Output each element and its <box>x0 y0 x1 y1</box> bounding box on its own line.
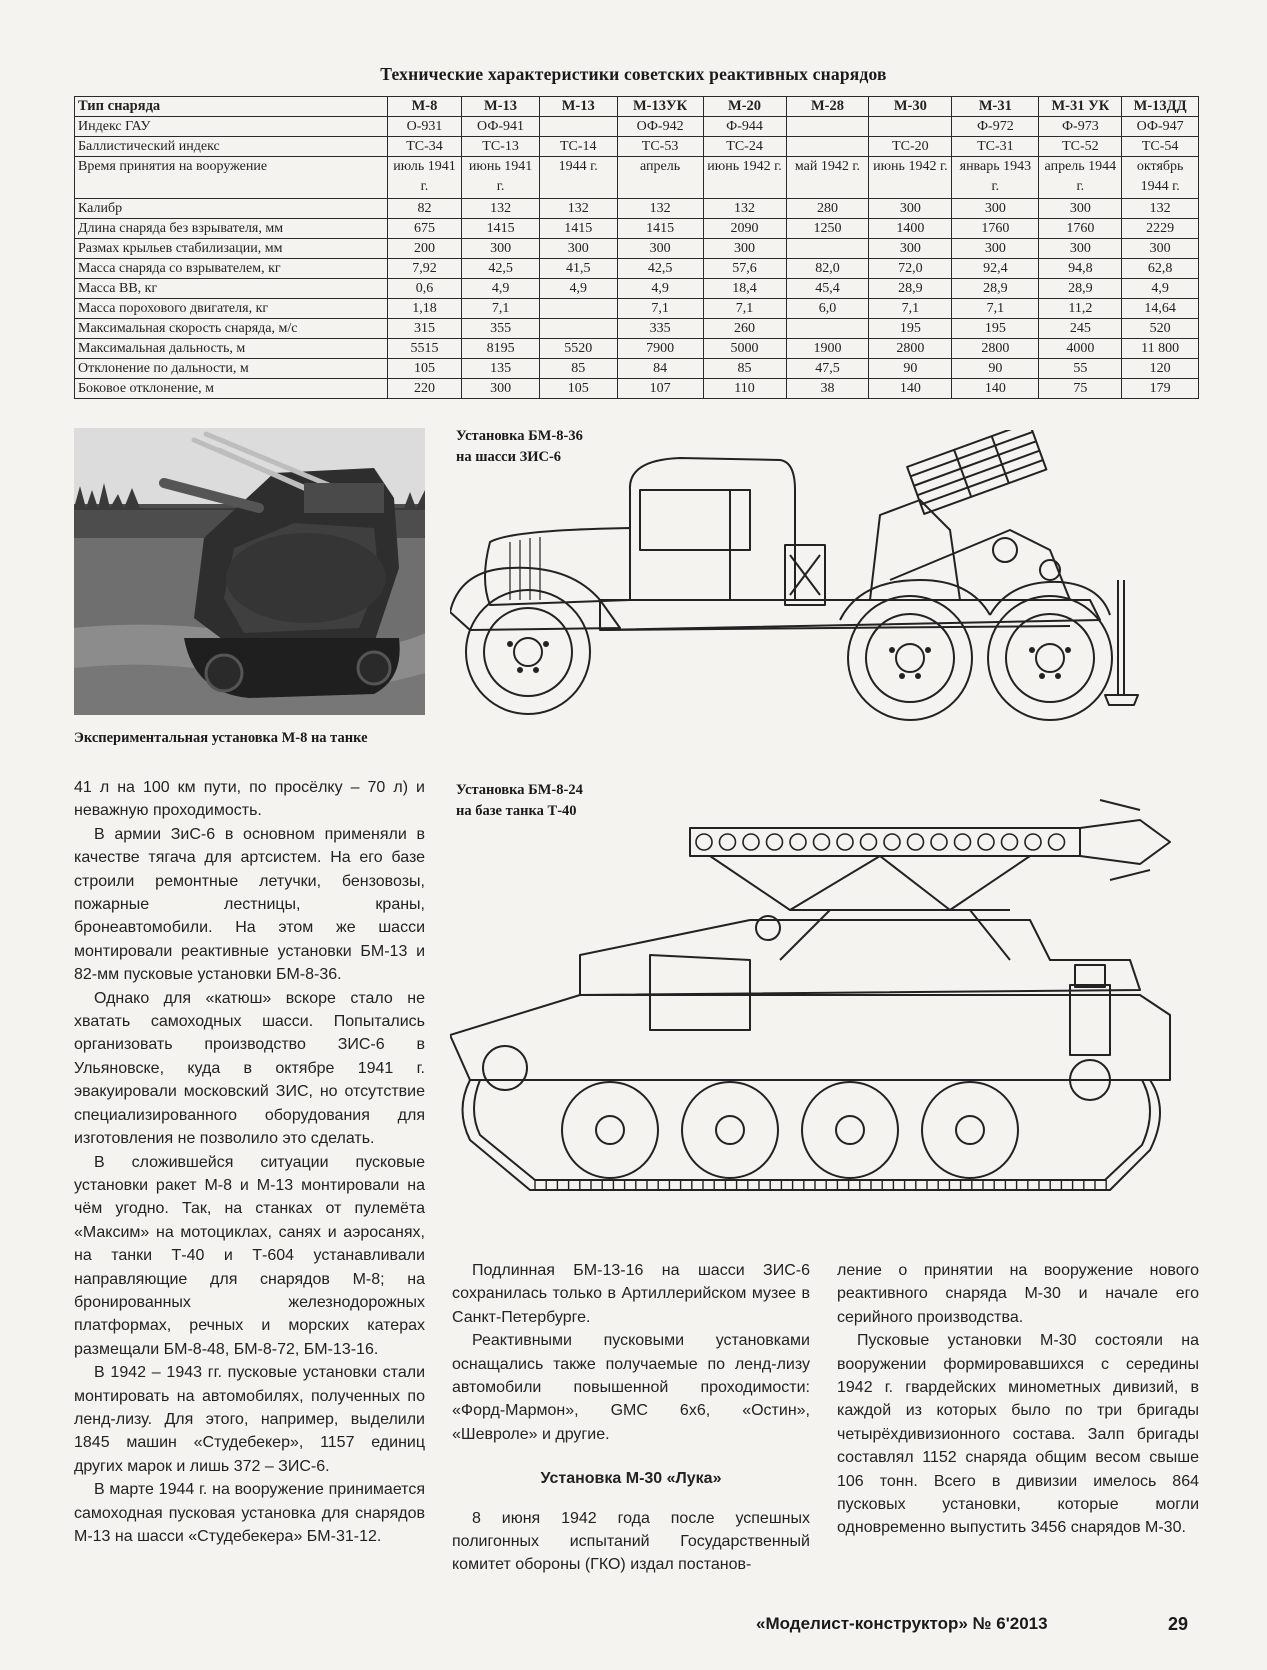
header-cell: М-13 <box>462 97 540 117</box>
value-cell: 7,1 <box>462 299 540 319</box>
value-cell: 355 <box>462 319 540 339</box>
value-cell: 675 <box>387 219 462 239</box>
value-cell: 1415 <box>539 219 617 239</box>
value-cell: 105 <box>387 359 462 379</box>
value-cell: 120 <box>1122 359 1199 379</box>
value-cell: 132 <box>1122 199 1199 219</box>
row-label-cell: Время принятия на вооружение <box>75 157 388 199</box>
value-cell: 85 <box>539 359 617 379</box>
value-cell: 200 <box>387 239 462 259</box>
value-cell: 75 <box>1039 379 1122 399</box>
value-cell: 1,18 <box>387 299 462 319</box>
value-cell: 260 <box>703 319 786 339</box>
value-cell: 300 <box>1039 199 1122 219</box>
paragraph: 8 июня 1942 года после успешных полигонных испытаний Государственный комитет обороны (ГКО) издал постанов- <box>452 1509 810 1574</box>
value-cell: 38 <box>786 379 869 399</box>
value-cell: 245 <box>1039 319 1122 339</box>
table-row <box>75 157 1199 199</box>
value-cell: 1400 <box>869 219 952 239</box>
value-cell: 7,1 <box>952 299 1039 319</box>
row-label-cell: Максимальная дальность, м <box>75 339 388 359</box>
value-cell: 2800 <box>869 339 952 359</box>
value-cell <box>786 137 869 157</box>
value-cell: ТС-31 <box>952 137 1039 157</box>
table-row <box>75 359 1199 379</box>
value-cell: ТС-52 <box>1039 137 1122 157</box>
value-cell: 6,0 <box>786 299 869 319</box>
value-cell: 132 <box>703 199 786 219</box>
row-label-cell: Баллистический индекс <box>75 137 388 157</box>
value-cell: 5515 <box>387 339 462 359</box>
value-cell: 220 <box>387 379 462 399</box>
value-cell: май 1942 г. <box>786 157 869 199</box>
tank-photo-image <box>74 428 425 715</box>
value-cell: 335 <box>617 319 703 339</box>
value-cell: 179 <box>1122 379 1199 399</box>
value-cell: 92,4 <box>952 259 1039 279</box>
value-cell: ОФ-941 <box>462 117 540 137</box>
paragraph: Пусковые установки М-30 состояли на вооружении формировавшихся с середины 1942 г. гвардейских минометных дивизий, в каждой из которых было по три бригады четырёхдивизионного состава. Залп бригады составлял 1152 снаряда общим весом свыше 106 тонн. Всего в дивизии имелось 864 пусковых установки, которые могли одновременно выпустить 3456 снарядов М-30. <box>837 1332 1199 1537</box>
paragraph: 41 л на 100 км пути, по просёлку – 70 л) и неважную проходимость. <box>74 779 425 820</box>
tank-caption-line2: на базе танка Т-40 <box>456 803 577 819</box>
header-cell: М-31 УК <box>1039 97 1122 117</box>
value-cell: 4,9 <box>1122 279 1199 299</box>
value-cell: ОФ-947 <box>1122 117 1199 137</box>
row-label-cell: Масса снаряда со взрывателем, кг <box>75 259 388 279</box>
value-cell: 2800 <box>952 339 1039 359</box>
table-title: Технические характеристики советских реактивных снарядов <box>380 64 887 84</box>
value-cell: 5000 <box>703 339 786 359</box>
value-cell: 4,9 <box>539 279 617 299</box>
value-cell: 300 <box>539 239 617 259</box>
value-cell: 1250 <box>786 219 869 239</box>
value-cell <box>539 319 617 339</box>
value-cell: 300 <box>1122 239 1199 259</box>
value-cell: 28,9 <box>869 279 952 299</box>
row-label-cell: Масса порохового двигателя, кг <box>75 299 388 319</box>
value-cell: 1944 г. <box>539 157 617 199</box>
value-cell: 1760 <box>952 219 1039 239</box>
value-cell: Ф-944 <box>703 117 786 137</box>
value-cell: 55 <box>1039 359 1122 379</box>
value-cell: 132 <box>462 199 540 219</box>
value-cell: 62,8 <box>1122 259 1199 279</box>
value-cell: 300 <box>462 379 540 399</box>
journal-title: «Моделист-конструктор» № 6'2013 <box>756 1614 1048 1633</box>
value-cell <box>539 117 617 137</box>
value-cell <box>539 299 617 319</box>
value-cell: 5520 <box>539 339 617 359</box>
value-cell: 72,0 <box>869 259 952 279</box>
value-cell: 7900 <box>617 339 703 359</box>
value-cell: июнь 1942 г. <box>703 157 786 199</box>
value-cell: 45,4 <box>786 279 869 299</box>
row-label-cell: Максимальная скорость снаряда, м/с <box>75 319 388 339</box>
value-cell: 132 <box>539 199 617 219</box>
truck-caption-line2: на шасси ЗИС-6 <box>456 449 562 465</box>
paragraph: Однако для «катюш» вскоре стало не хватать самоходных шасси. Попытались организовать производство ЗИС-6 в Ульяновске, куда в октябре 1941 г. эвакуировали московский ЗИС, но отсутствие специализированного оборудования для изготовления не позволило это сделать. <box>74 989 425 1148</box>
value-cell: 8195 <box>462 339 540 359</box>
value-cell: 1415 <box>462 219 540 239</box>
value-cell: 84 <box>617 359 703 379</box>
value-cell: 300 <box>952 199 1039 219</box>
table-row <box>75 239 1199 259</box>
value-cell: 90 <box>952 359 1039 379</box>
value-cell: 107 <box>617 379 703 399</box>
value-cell: 140 <box>869 379 952 399</box>
truck-drawing <box>450 430 1210 730</box>
value-cell: июнь 1941 г. <box>462 157 540 199</box>
table-row <box>75 279 1199 299</box>
value-cell: 7,1 <box>703 299 786 319</box>
header-cell: М-13УК <box>617 97 703 117</box>
header-cell: М-20 <box>703 97 786 117</box>
value-cell: 2229 <box>1122 219 1199 239</box>
value-cell: 315 <box>387 319 462 339</box>
section-heading: Установка М-30 «Лука» <box>540 1470 722 1488</box>
value-cell: Ф-972 <box>952 117 1039 137</box>
table-row <box>75 219 1199 239</box>
row-label-cell: Индекс ГАУ <box>75 117 388 137</box>
truck-caption-line1: Установка БМ-8-36 <box>456 428 583 444</box>
value-cell: ТС-53 <box>617 137 703 157</box>
value-cell: 28,9 <box>952 279 1039 299</box>
header-cell: М-13 <box>539 97 617 117</box>
row-label-cell: Размах крыльев стабилизации, мм <box>75 239 388 259</box>
value-cell: 300 <box>617 239 703 259</box>
photo-caption: Экспериментальная установка М-8 на танке <box>74 730 368 746</box>
value-cell: октябрь 1944 г. <box>1122 157 1199 199</box>
table-row <box>75 137 1199 157</box>
header-cell: М-8 <box>387 97 462 117</box>
value-cell: 105 <box>539 379 617 399</box>
value-cell: январь 1943 г. <box>952 157 1039 199</box>
value-cell: ТС-24 <box>703 137 786 157</box>
value-cell: 57,6 <box>703 259 786 279</box>
value-cell: ОФ-942 <box>617 117 703 137</box>
value-cell: ТС-14 <box>539 137 617 157</box>
table-row <box>75 259 1199 279</box>
value-cell <box>869 117 952 137</box>
specs-table <box>74 96 1199 399</box>
value-cell: ТС-13 <box>462 137 540 157</box>
value-cell: 140 <box>952 379 1039 399</box>
value-cell <box>786 239 869 259</box>
value-cell: 7,1 <box>869 299 952 319</box>
value-cell: 195 <box>952 319 1039 339</box>
paragraph: ление о принятии на вооружение нового реактивного снаряда М-30 и начале его серийного производства. <box>837 1262 1199 1326</box>
value-cell: 42,5 <box>462 259 540 279</box>
value-cell: 300 <box>869 239 952 259</box>
value-cell: 82 <box>387 199 462 219</box>
row-label-cell: Калибр <box>75 199 388 219</box>
value-cell: 0,6 <box>387 279 462 299</box>
article-column-1 <box>74 776 425 1548</box>
value-cell: апрель <box>617 157 703 199</box>
value-cell: 300 <box>1039 239 1122 259</box>
value-cell: ТС-54 <box>1122 137 1199 157</box>
value-cell: 300 <box>869 199 952 219</box>
value-cell: июнь 1942 г. <box>869 157 952 199</box>
page-number: 29 <box>1168 1614 1189 1634</box>
table-row <box>75 199 1199 219</box>
header-cell: М-28 <box>786 97 869 117</box>
value-cell: 7,92 <box>387 259 462 279</box>
tank-photo <box>74 428 425 715</box>
value-cell: 2090 <box>703 219 786 239</box>
tank-caption-line1: Установка БМ-8-24 <box>456 782 583 798</box>
value-cell <box>786 117 869 137</box>
paragraph: В марте 1944 г. на вооружение принимается самоходная пусковая установка для снарядов М-13 на шасси «Студебекера» БМ-31-12. <box>74 1481 425 1545</box>
value-cell: 4,9 <box>462 279 540 299</box>
paragraph: В 1942 – 1943 гг. пусковые установки стали монтировать на автомобилях, полученных по ленд-лизу. Для этого, например, выделили 1845 машин «Студебекер», 1157 единиц других марок и лишь 372 – ЗИС-6. <box>74 1364 425 1475</box>
value-cell: 85 <box>703 359 786 379</box>
value-cell: 90 <box>869 359 952 379</box>
value-cell: 132 <box>617 199 703 219</box>
article-column-3 <box>837 1259 1199 1540</box>
table-row <box>75 339 1199 359</box>
paragraph: В сложившейся ситуации пусковые установки ракет М-8 и М-13 монтировали на чём угодно. Так, на станках от пулемёта «Максим» на мотоциклах, санях и аэросанях, на танки Т-40 и Т-604 устанавливали направляющие для снарядов М-8; на бронированных железнодорожных платформах, речных и морских катерах размещали БМ-8-48, БМ-8-72, БМ-13-16. <box>74 1153 425 1358</box>
table-header-row <box>75 97 1199 117</box>
value-cell: 1900 <box>786 339 869 359</box>
header-cell: М-31 <box>952 97 1039 117</box>
value-cell: 135 <box>462 359 540 379</box>
value-cell: 14,64 <box>1122 299 1199 319</box>
article-column-2 <box>452 1259 810 1577</box>
value-cell: 82,0 <box>786 259 869 279</box>
value-cell: 28,9 <box>1039 279 1122 299</box>
value-cell: апрель 1944 г. <box>1039 157 1122 199</box>
value-cell: 195 <box>869 319 952 339</box>
table-row <box>75 299 1199 319</box>
value-cell: 47,5 <box>786 359 869 379</box>
value-cell: 1415 <box>617 219 703 239</box>
value-cell: 300 <box>952 239 1039 259</box>
value-cell: 110 <box>703 379 786 399</box>
value-cell: О-931 <box>387 117 462 137</box>
value-cell: 520 <box>1122 319 1199 339</box>
value-cell: 280 <box>786 199 869 219</box>
tank-drawing <box>450 780 1210 1250</box>
table-row <box>75 117 1199 137</box>
value-cell: 11 800 <box>1122 339 1199 359</box>
value-cell: 94,8 <box>1039 259 1122 279</box>
value-cell: 18,4 <box>703 279 786 299</box>
row-label-cell: Боковое отклонение, м <box>75 379 388 399</box>
value-cell: Ф-973 <box>1039 117 1122 137</box>
paragraph: Реактивными пусковыми установками оснащались также получаемые по ленд-лизу автомобили повышенной проходимости: «Форд-Мармон», GMC 6x6, «Остин», «Шевроле» и другие. <box>452 1332 810 1443</box>
value-cell: июль 1941 г. <box>387 157 462 199</box>
value-cell: 42,5 <box>617 259 703 279</box>
value-cell: 41,5 <box>539 259 617 279</box>
value-cell: 300 <box>462 239 540 259</box>
value-cell: 1760 <box>1039 219 1122 239</box>
value-cell: ТС-20 <box>869 137 952 157</box>
header-cell: Тип снаряда <box>75 97 388 117</box>
row-label-cell: Отклонение по дальности, м <box>75 359 388 379</box>
value-cell: 7,1 <box>617 299 703 319</box>
paragraph: Подлинная БМ-13-16 на шасси ЗИС-6 сохранилась только в Артиллерийском музее в Санкт-Петербурге. <box>452 1262 810 1326</box>
value-cell: ТС-34 <box>387 137 462 157</box>
row-label-cell: Масса ВВ, кг <box>75 279 388 299</box>
value-cell: 4000 <box>1039 339 1122 359</box>
header-cell: М-30 <box>869 97 952 117</box>
value-cell: 11,2 <box>1039 299 1122 319</box>
value-cell <box>786 319 869 339</box>
table-row <box>75 319 1199 339</box>
row-label-cell: Длина снаряда без взрывателя, мм <box>75 219 388 239</box>
paragraph: В армии ЗиС-6 в основном применяли в качестве тягача для артсистем. На его базе строили ремонтные летучки, бензовозы, пожарные лестницы, краны, бронеавтомобили. На этом же шасси монтировали реактивные установки БМ-13 и 82-мм пусковые установки БМ-8-36. <box>74 825 425 984</box>
header-cell: М-13ДД <box>1122 97 1199 117</box>
value-cell: 4,9 <box>617 279 703 299</box>
value-cell: 300 <box>703 239 786 259</box>
table-row <box>75 379 1199 399</box>
